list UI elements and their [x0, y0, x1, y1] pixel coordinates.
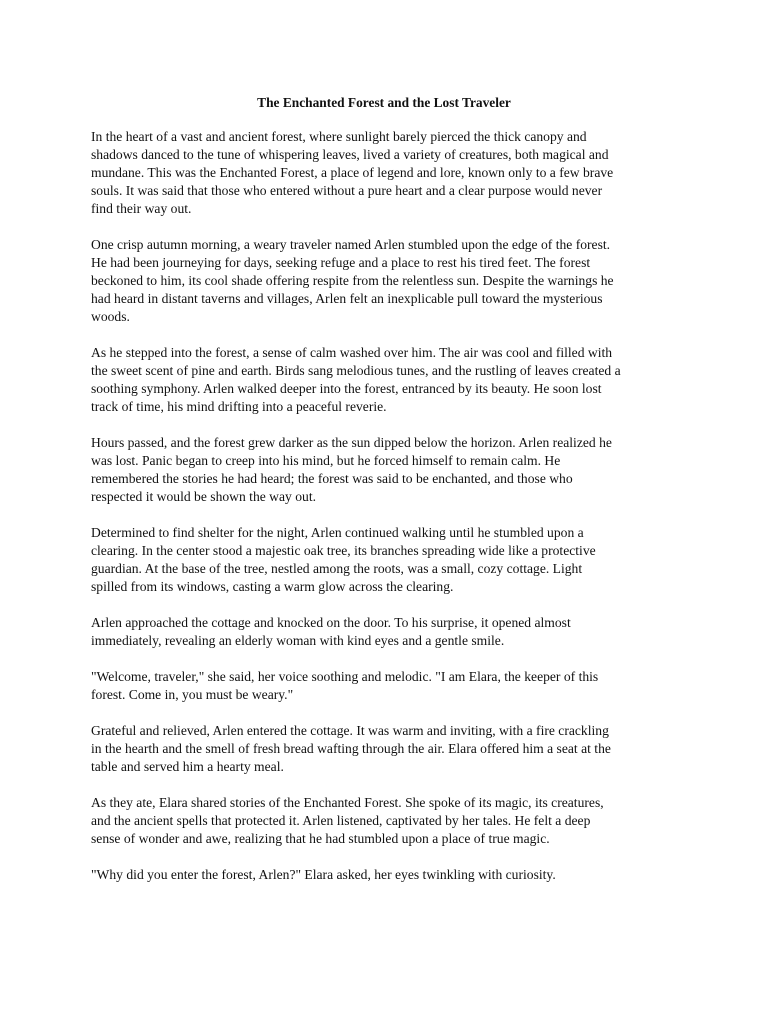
text-line: shadows danced to the tune of whispering leaves, lived a variety of creatures, both magical and	[91, 147, 609, 162]
paragraph-2	[91, 236, 681, 326]
text-line: the sweet scent of pine and earth. Birds sang melodious tunes, and the rustling of leaves created a	[91, 363, 621, 378]
text-line: table and served him a hearty meal.	[91, 759, 284, 774]
text-line: track of time, his mind drifting into a peaceful reverie.	[91, 399, 387, 414]
document-title: The Enchanted Forest and the Lost Traveler	[257, 95, 511, 110]
text-line: forest. Come in, you must be weary."	[91, 687, 294, 702]
text-line: respected it would be shown the way out.	[91, 489, 317, 504]
text-line: Determined to find shelter for the night, Arlen continued walking until he stumbled upon a	[91, 525, 584, 540]
text-line: soothing symphony. Arlen walked deeper into the forest, entranced by its beauty. He soon lost	[91, 381, 602, 396]
text-line: In the heart of a vast and ancient forest, where sunlight barely pierced the thick canopy and	[91, 129, 587, 144]
text-line: remembered the stories he had heard; the forest was said to be enchanted, and those who	[91, 471, 573, 486]
paragraph-7	[91, 668, 681, 704]
text-line: beckoned to him, its cool shade offering respite from the relentless sun. Despite the warnings he	[91, 273, 614, 288]
paragraph-5	[91, 524, 681, 596]
text-line: Hours passed, and the forest grew darker as the sun dipped below the horizon. Arlen realized he	[91, 435, 612, 450]
text-line: and the ancient spells that protected it. Arlen listened, captivated by her tales. He felt a deep	[91, 813, 591, 828]
paragraph-1	[91, 128, 681, 218]
text-line: find their way out.	[91, 201, 192, 216]
text-line: in the hearth and the smell of fresh bread wafting through the air. Elara offered him a seat at the	[91, 741, 611, 756]
paragraph-9	[91, 794, 681, 848]
text-line: was lost. Panic began to creep into his mind, but he forced himself to remain calm. He	[91, 453, 561, 468]
paragraph-10	[91, 866, 681, 884]
paragraph-8	[91, 722, 681, 776]
text-line: Grateful and relieved, Arlen entered the cottage. It was warm and inviting, with a fire crackling	[91, 723, 609, 738]
text-line: "Why did you enter the forest, Arlen?" Elara asked, her eyes twinkling with curiosity.	[91, 867, 556, 882]
text-line: As they ate, Elara shared stories of the Enchanted Forest. She spoke of its magic, its creatures,	[91, 795, 604, 810]
text-line: sense of wonder and awe, realizing that he had stumbled upon a place of true magic.	[91, 831, 550, 846]
text-line: mundane. This was the Enchanted Forest, a place of legend and lore, known only to a few brave	[91, 165, 614, 180]
text-line: woods.	[91, 309, 130, 324]
paragraph-3	[91, 344, 681, 416]
text-line: souls. It was said that those who entered without a pure heart and a clear purpose would never	[91, 183, 603, 198]
text-line: guardian. At the base of the tree, nestled among the roots, was a small, cozy cottage. Light	[91, 561, 583, 576]
paragraph-4	[91, 434, 681, 506]
document-body	[91, 128, 681, 902]
text-line: He had been journeying for days, seeking refuge and a place to rest his tired feet. The forest	[91, 255, 591, 270]
text-line: Arlen approached the cottage and knocked on the door. To his surprise, it opened almost	[91, 615, 571, 630]
text-line: clearing. In the center stood a majestic oak tree, its branches spreading wide like a protective	[91, 543, 596, 558]
text-line: immediately, revealing an elderly woman with kind eyes and a gentle smile.	[91, 633, 505, 648]
text-line: "Welcome, traveler," she said, her voice soothing and melodic. "I am Elara, the keeper of this	[91, 669, 599, 684]
text-line: had heard in distant taverns and villages, Arlen felt an inexplicable pull toward the mysterious	[91, 291, 603, 306]
text-line: One crisp autumn morning, a weary traveler named Arlen stumbled upon the edge of the forest.	[91, 237, 611, 252]
paragraph-6	[91, 614, 681, 650]
text-line: As he stepped into the forest, a sense of calm washed over him. The air was cool and filled with	[91, 345, 613, 360]
text-line: spilled from its windows, casting a warm glow across the clearing.	[91, 579, 454, 594]
